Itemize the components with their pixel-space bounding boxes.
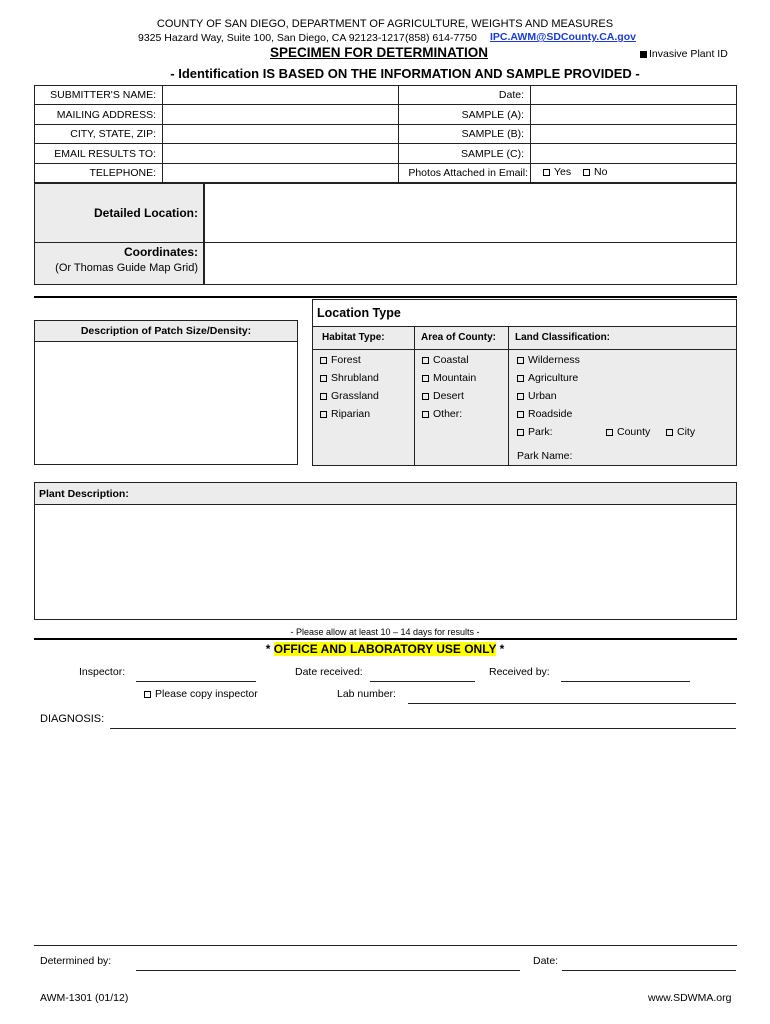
city-state-zip-field[interactable] [163, 125, 397, 143]
photos-no-checkbox[interactable]: No [583, 166, 607, 178]
area-other-checkbox[interactable]: Other: [422, 408, 462, 420]
checkbox-icon [144, 691, 151, 698]
date-field[interactable] [531, 86, 736, 104]
results-notice: - Please allow at least 10 – 14 days for results - [290, 627, 480, 637]
lab-number-label: Lab number: [337, 688, 396, 700]
land-park-checkbox[interactable]: Park: [517, 426, 553, 438]
detailed-location-label: Detailed Location: [93, 206, 198, 220]
footer-date-field[interactable] [562, 970, 736, 971]
inspector-field[interactable] [136, 681, 256, 682]
land-roadside-checkbox[interactable]: Roadside [517, 408, 572, 420]
sample-c-label: SAMPLE (C): [460, 148, 524, 160]
form-id: AWM-1301 (01/12) [40, 992, 129, 1004]
checkbox-icon [517, 393, 524, 400]
mailing-address-field[interactable] [163, 105, 397, 123]
date-received-label: Date received: [295, 666, 363, 678]
land-urban-checkbox[interactable]: Urban [517, 390, 557, 402]
location-type-title: Location Type [317, 306, 401, 320]
checked-box-icon [640, 51, 647, 58]
header-phone: (858) 614-7750 [405, 32, 477, 44]
checkbox-icon [517, 411, 524, 418]
telephone-label: TELEPHONE: [89, 167, 156, 179]
patch-size-field[interactable] [34, 341, 298, 465]
checkbox-icon [422, 411, 429, 418]
email-results-field[interactable] [163, 144, 397, 162]
checkbox-icon [320, 375, 327, 382]
checkbox-icon [517, 375, 524, 382]
checkbox-icon [320, 357, 327, 364]
checkbox-icon [517, 429, 524, 436]
website: www.SDWMA.org [648, 992, 732, 1004]
land-agriculture-checkbox[interactable]: Agriculture [517, 372, 578, 384]
area-of-county-header: Area of County: [421, 332, 496, 343]
patch-size-label: Description of Patch Size/Density: [80, 325, 252, 337]
email-results-label: EMAIL RESULTS TO: [54, 148, 156, 160]
sample-c-field[interactable] [531, 144, 736, 162]
coordinates-field[interactable] [206, 244, 735, 284]
checkbox-icon [606, 429, 613, 436]
received-by-field[interactable] [561, 681, 690, 682]
footer-date-label: Date: [533, 955, 559, 967]
diagnosis-label: DIAGNOSIS: [40, 713, 105, 725]
sample-b-field[interactable] [531, 125, 736, 143]
checkbox-icon [517, 357, 524, 364]
mailing-address-label: MAILING ADDRESS: [56, 109, 156, 121]
form-title: SPECIMEN FOR DETERMINATION [270, 45, 489, 60]
checkbox-icon [666, 429, 673, 436]
city-state-zip-label: CITY, STATE, ZIP: [70, 128, 156, 140]
sample-a-label: SAMPLE (A): [461, 109, 524, 121]
sample-a-field[interactable] [531, 105, 736, 123]
habitat-type-header: Habitat Type: [322, 332, 385, 343]
plant-description-header [34, 482, 737, 505]
detailed-location-field[interactable] [206, 185, 735, 241]
habitat-shrubland-checkbox[interactable]: Shrubland [320, 372, 379, 384]
park-name-label: Park Name: [517, 450, 573, 462]
coordinates-label: Coordinates: [123, 245, 198, 259]
plant-description-label: Plant Description: [39, 488, 129, 500]
checkbox-icon [422, 393, 429, 400]
header-email-link[interactable]: IPC.AWM@SDCounty.CA.gov [490, 31, 636, 43]
determined-by-label: Determined by: [40, 955, 112, 967]
checkbox-icon [543, 169, 550, 176]
plant-description-field[interactable] [34, 504, 737, 620]
sample-b-label: SAMPLE (B): [461, 128, 524, 140]
land-wilderness-checkbox[interactable]: Wilderness [517, 354, 580, 366]
determined-by-field[interactable] [136, 970, 520, 971]
header-address: 9325 Hazard Way, Suite 100, San Diego, CA 92123-1217 [138, 32, 405, 44]
checkbox-icon [583, 169, 590, 176]
habitat-riparian-checkbox[interactable]: Riparian [320, 408, 370, 420]
park-county-checkbox[interactable]: County [606, 426, 650, 438]
area-coastal-checkbox[interactable]: Coastal [422, 354, 469, 366]
checkbox-icon [320, 411, 327, 418]
date-received-field[interactable] [370, 681, 475, 682]
habitat-forest-checkbox[interactable]: Forest [320, 354, 361, 366]
land-classification-header: Land Classification: [515, 332, 611, 343]
habitat-grassland-checkbox[interactable]: Grassland [320, 390, 379, 402]
diagnosis-field[interactable] [36, 730, 736, 940]
checkbox-icon [422, 357, 429, 364]
area-desert-checkbox[interactable]: Desert [422, 390, 464, 402]
inspector-label: Inspector: [79, 666, 126, 678]
office-use-title: * OFFICE AND LABORATORY USE ONLY * [265, 642, 505, 656]
telephone-field[interactable] [163, 164, 397, 182]
submitter-name-label: SUBMITTER'S NAME: [50, 89, 156, 101]
checkbox-icon [320, 393, 327, 400]
checkbox-icon [422, 375, 429, 382]
received-by-label: Received by: [489, 666, 550, 678]
copy-inspector-checkbox[interactable]: Please copy inspector [144, 688, 258, 700]
park-city-checkbox[interactable]: City [666, 426, 695, 438]
photos-yes-checkbox[interactable]: Yes [543, 166, 571, 178]
coordinates-note: (Or Thomas Guide Map Grid) [55, 262, 198, 274]
submitter-name-field[interactable] [163, 86, 397, 104]
area-mountain-checkbox[interactable]: Mountain [422, 372, 476, 384]
lab-number-field[interactable] [408, 703, 736, 704]
form-subtitle: - Identification IS BASED ON THE INFORMATION AND SAMPLE PROVIDED - [170, 66, 640, 81]
invasive-plant-id: Invasive Plant ID [640, 48, 728, 60]
date-label: Date: [498, 89, 524, 101]
header-agency: COUNTY OF SAN DIEGO, DEPARTMENT OF AGRICULTURE, WEIGHTS AND MEASURES [156, 18, 614, 30]
photos-attached-label: Photos Attached in Email: [408, 167, 528, 179]
